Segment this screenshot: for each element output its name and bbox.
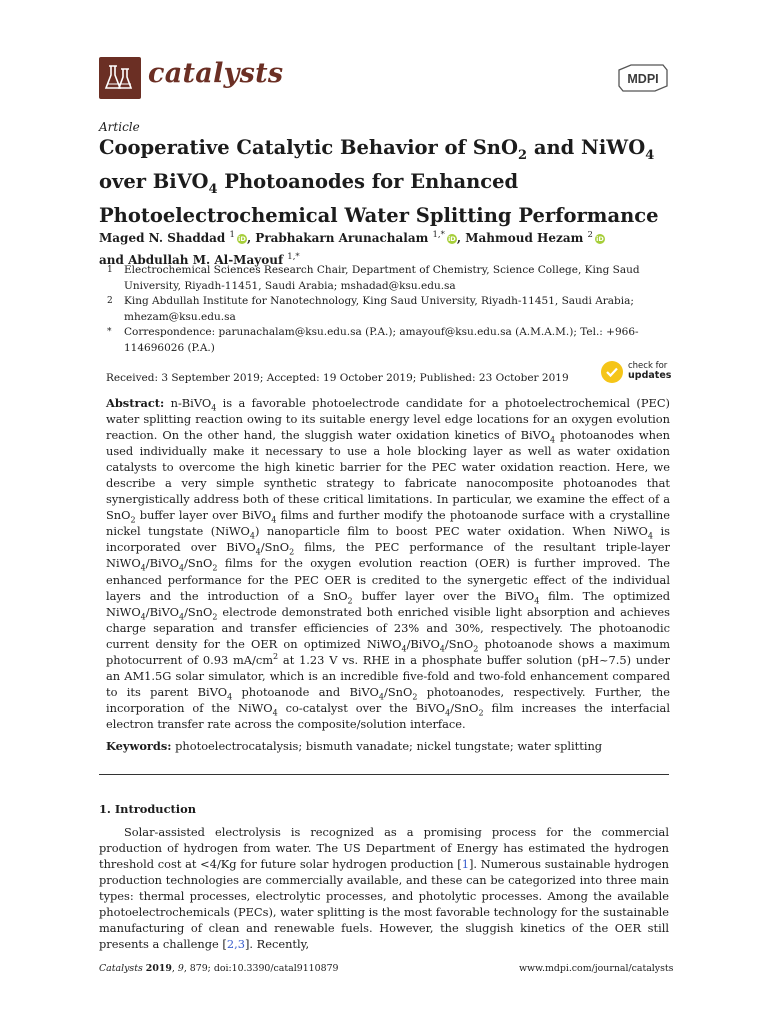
orcid-icon[interactable]: iD [238, 235, 246, 243]
section-heading: 1. Introduction [99, 802, 196, 816]
author-name[interactable]: Abdullah M. Al-Mayouf [128, 253, 284, 267]
keywords-label: Keywords: [106, 739, 172, 753]
orcid-icon[interactable]: iD [596, 235, 604, 243]
section-divider [99, 774, 669, 775]
lab-flasks-icon [99, 57, 141, 99]
keywords: Keywords: photoelectrocatalysis; bismuth vanadate; nickel tungstate; water splitting [106, 739, 603, 753]
publisher-name: MDPI [627, 72, 659, 86]
publisher-logo[interactable] [613, 64, 669, 96]
abstract-label: Abstract: [106, 396, 165, 410]
author-name[interactable]: Maged N. Shaddad [99, 231, 226, 245]
author-list: Maged N. Shaddad $^1$ iD, Prabhakarn Arunachalam $^{1,*}$ iD, Mahmoud Hezam $^2$ iD and Abdullah M. Al-Mayouf $^{1,*}$ [99, 230, 604, 267]
author-name[interactable]: Prabhakarn Arunachalam [255, 231, 429, 245]
citation-link[interactable]: 1 [461, 857, 469, 872]
citation-footer: Catalysts 2019, 9, 879; doi:10.3390/catal9110879 [99, 963, 339, 974]
journal-website-link[interactable]: www.mdpi.com/journal/catalysts [519, 963, 674, 974]
abstract: Abstract: n-BiVO$_4$ is a favorable photoelectrode candidate for a photoelectrochemical (PEC) water splitting reaction owing to its suitable energy level edge locations for an oxygen evolution reaction. On the other hand, the sluggish water oxidation kinetics of BiVO$_4$ photoanodes when used individually make it necessary to use a hole blocking layer as well as water oxidation catalysts to overcome the high kinetic barrier for the PEC water oxidation reaction. Here, we describe a very simple synthetic strategy to fabricate nanocomposite photoanodes that synergistically address both of these critical limitations. In particular, we examine the effect of a SnO$_2$ buffer layer over BiVO$_4$ films and further modify the photoanode surface with a crystalline nickel tungstate (NiWO$_4$) nanoparticle film to boost PEC water oxidation. When NiWO$_4$ is incorporated over BiVO$_4$/SnO$_2$ films, the PEC performance of the resultant triple-layer NiWO$_4$/BiVO$_4$/SnO$_2$ films for the oxygen evolution reaction (OER) is further improved. The enhanced performance for the PEC OER is credited to the synergetic effect of the individual layers and the introduction of a SnO$_2$ buffer layer over the BiVO$_4$ film. The optimized NiWO$_4$/BiVO$_4$/SnO$_2$ electrode demonstrated both enriched visible light absorption and achieves charge separation and transfer efficiencies of 23% and 30%, respectively. The photoanodic current density for the OER on optimized NiWO$_4$/BiVO$_4$/SnO$_2$ photoanode shows a maximum photocurrent of 0.93 $mA/cm^2$ at 1.23 V vs. RHE in a phosphate buffer solution (pH~7.5) under an AM1.5G solar simulator, which is an incredible five-fold and two-fold enhancement compared to its parent BiVO$_4$ photoanode and BiVO$_4$/SnO$_2$ photoanodes, respectively. Further, the incorporation of the NiWO$_4$ co-catalyst over the BiVO$_4$/SnO$_2$ film increases the interfacial electron transfer rate across the composite/solution interface. [106, 396, 671, 731]
correspondence: * Correspondence: parunachalam@ksu.edu.sa (P.A.); amayouf@ksu.edu.sa (A.M.A.M.); Tel.: +966-114696026 (P.A.) [107, 326, 639, 354]
citation-link[interactable]: 2,3 [226, 937, 245, 952]
journal-logo[interactable] [99, 57, 141, 99]
article-type: Article [99, 120, 140, 134]
paper-title: Cooperative Catalytic Behavior of SnO$_2$ and NiWO$_4$ over BiVO$_4$ Photoanodes for Enhanced Photoelectrochemical Water Splitting Performance [99, 136, 659, 227]
publication-dates: Received: 3 September 2019; Accepted: 19 October 2019; Published: 23 October 2019 [106, 372, 569, 384]
author-name[interactable]: Mahmoud Hezam [465, 231, 584, 245]
check-for-updates-button[interactable]: check for updates [601, 360, 673, 386]
journal-name[interactable]: catalysts [148, 58, 284, 89]
affiliation-item: 2 King Abdullah Institute for Nanotechnology, King Saud University, Riyadh-11451, Saudi Arabia; mhezam@ksu.edu.sa [107, 295, 634, 323]
check-for-updates-icon [601, 361, 623, 383]
introduction-paragraph: Solar-assisted electrolysis is recognized as a promising process for the commercial production of hydrogen from water. The US Department of Energy has estimated the hydrogen threshold cost at <4/Kg for future solar hydrogen production [1]. Numerous sustainable hydrogen production technologies are commercially available, and these can be categorized into three main types: thermal processes, electrolytic processes, and photolytic processes. Among the available photoelectrochemicals (PECs), water splitting is the most favorable technology for the sustainable manufacturing of clean and renewable fuels. However, the sluggish kinetics of the OER still presents a challenge [2,3]. Recently, [99, 825, 669, 952]
orcid-icon[interactable]: iD [448, 235, 456, 243]
affiliation-item: 1 Electrochemical Sciences Research Chair, Department of Chemistry, Science College, King Saud University, Riyadh-11451, Saudi Arabia; mshadad@ksu.edu.sa [107, 264, 640, 292]
affiliations [99, 263, 674, 357]
